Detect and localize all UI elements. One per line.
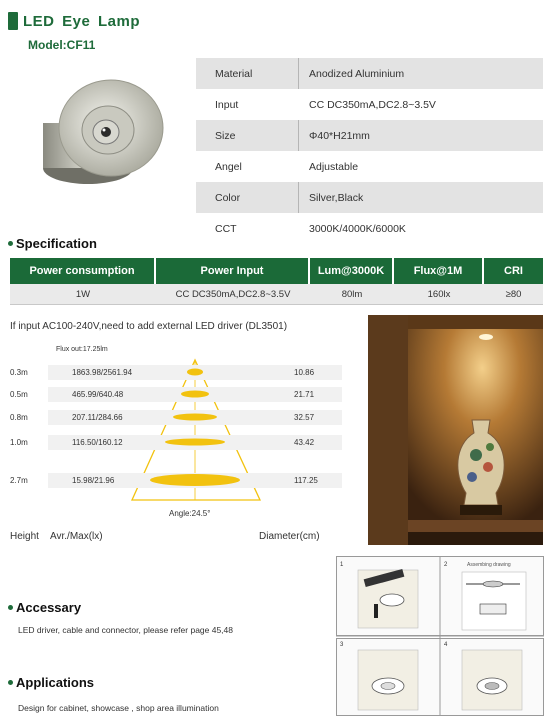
drawing-2-number: 2: [444, 562, 448, 568]
beam-height: 0.5m: [10, 390, 28, 399]
beam-spot: [173, 414, 217, 421]
beam-lux: 465.99/640.48: [72, 390, 124, 399]
beam-diameter: 32.57: [294, 413, 315, 422]
power-table-header: [10, 258, 543, 284]
beam-height: 0.3m: [10, 368, 28, 377]
specification-heading: [8, 236, 97, 251]
accessary-heading: [8, 600, 81, 615]
beam-lux: 15.98/21.96: [72, 476, 115, 485]
product-image: [26, 68, 176, 198]
header-cri: CRI: [484, 258, 543, 284]
beam-diameter: 10.86: [294, 368, 315, 377]
beam-rows: [10, 365, 342, 488]
beam-spot: [187, 369, 203, 376]
power-table-row: [10, 284, 543, 305]
spec-value: Φ40*H21mm: [309, 129, 370, 142]
beam-diameter: 117.25: [294, 476, 318, 485]
title-marker: [8, 12, 18, 30]
spec-value: Adjustable: [309, 160, 359, 173]
beam-spot: [165, 439, 225, 446]
header-flux: Flux@1M: [394, 258, 484, 284]
beam-diameter: 43.42: [294, 438, 315, 447]
lux-label: Avr./Max(lx): [50, 531, 103, 542]
accessary-text: LED driver, cable and connector, please refer page 45,48: [18, 625, 234, 635]
driver-note: If input AC100-240V,need to add external LED driver (DL3501): [10, 321, 288, 332]
beam-spot: [150, 474, 240, 486]
spec-value: Anodized Aluminium: [309, 67, 405, 80]
drawing-4-number: 4: [444, 642, 448, 648]
spec-row: [196, 213, 543, 244]
spec-value: Silver,Black: [309, 191, 364, 204]
header-power-input: Power Input: [156, 258, 310, 284]
applications-text: Design for cabinet, showcase , shop area illumination: [18, 703, 219, 713]
drawing-2-caption: Assembing drawing: [467, 562, 511, 568]
cell-flux: 160lx: [427, 288, 451, 300]
cell-power-input: CC DC350mA,DC2.8~3.5V: [175, 288, 291, 300]
diameter-label: Diameter(cm): [259, 531, 320, 542]
flux-out-label: Flux out:17.25lm: [56, 346, 108, 353]
spec-row: [196, 182, 543, 213]
beam-lux: 1863.98/2561.94: [72, 368, 133, 377]
title-row: [8, 10, 140, 32]
accessary-title: Accessary: [16, 600, 82, 615]
spec-label: Size: [196, 120, 299, 151]
spec-value: 3000K/4000K/6000K: [309, 222, 406, 235]
model-number: Model:CF11: [28, 38, 96, 52]
beam-spot: [181, 391, 209, 398]
page-title: LED Eye Lamp: [23, 12, 141, 30]
beam-diagram: [10, 340, 360, 540]
header-lum: Lum@3000K: [310, 258, 394, 284]
height-label: Height: [10, 531, 39, 542]
bullet-icon: [8, 605, 13, 610]
beam-height: 1.0m: [10, 438, 28, 447]
spec-label: Color: [196, 182, 299, 213]
bullet-icon: [8, 241, 13, 246]
header-power-consumption: Power consumption: [10, 258, 156, 284]
spec-row: [196, 120, 543, 151]
spec-row: [196, 89, 543, 120]
installation-drawings: [336, 556, 544, 716]
beam-diameter: 21.71: [294, 390, 315, 399]
beam-lux: 207.11/284.66: [72, 413, 123, 422]
spec-label: Material: [196, 58, 299, 89]
cell-cri: ≥80: [505, 288, 522, 300]
spec-label: Input: [215, 98, 239, 111]
beam-lux: 116.50/160.12: [72, 438, 123, 447]
spec-label: CCT: [215, 222, 237, 235]
drawing-1-number: 1: [340, 562, 344, 568]
beam-height: 0.8m: [10, 413, 28, 422]
spec-table: [196, 58, 543, 244]
spec-label: Angel: [215, 160, 242, 173]
spec-row: [196, 151, 543, 182]
cell-power-consumption: 1W: [75, 288, 91, 300]
applications-title: Applications: [16, 675, 95, 690]
cell-lum: 80lm: [341, 288, 363, 300]
application-photo: [368, 315, 543, 545]
bullet-icon: [8, 680, 13, 685]
spec-value: CC DC350mA,DC2.8~3.5V: [309, 98, 436, 111]
beam-height: 2.7m: [10, 476, 28, 485]
specification-title: Specification: [16, 236, 97, 251]
drawing-3-number: 3: [340, 642, 344, 648]
applications-heading: [8, 675, 94, 690]
spec-row: [196, 58, 543, 89]
power-table: [10, 258, 543, 305]
angle-label: Angle:24.5°: [169, 509, 211, 518]
